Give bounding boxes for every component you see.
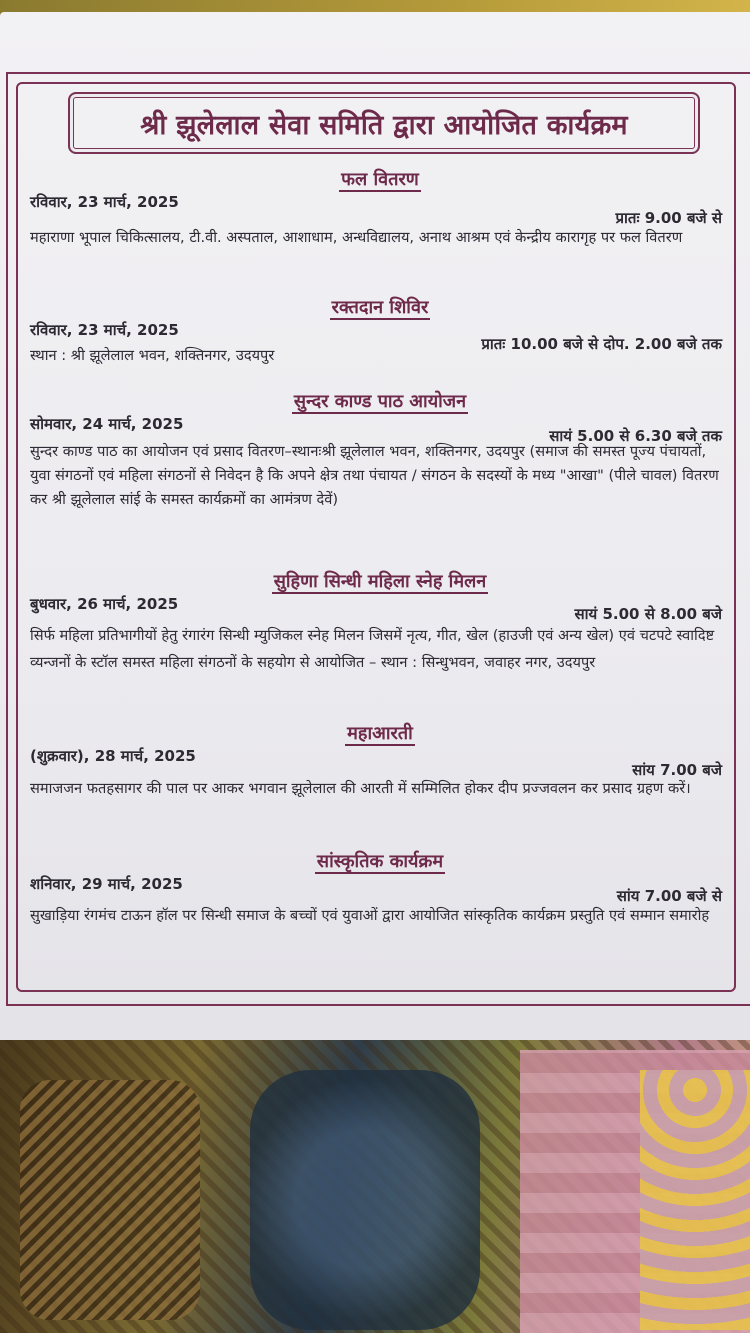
- event-description: समाजजन फतहसागर की पाल पर आकर भगवान झूलेलाल की आरती में सम्मिलित होकर दीप प्रज्जवलन कर प्रसाद ग्रहण करें।: [30, 780, 691, 797]
- event-date-time-row: [30, 874, 730, 905]
- event-sundar-kand-path: [30, 390, 730, 512]
- event-date-time-row: [30, 594, 730, 623]
- event-date: रविवार, 23 मार्च, 2025: [30, 321, 179, 339]
- event-time: सायं 5.00 से 8.00 बजे: [574, 605, 722, 623]
- event-description: स्थान : श्री झूलेलाल भवन, शक्तिनगर, उदयपुर: [30, 347, 275, 364]
- event-heading: फल वितरण: [341, 169, 419, 190]
- page-title: श्री झूलेलाल सेवा समिति द्वारा आयोजित कार्यक्रम: [140, 109, 628, 141]
- event-description: सुन्दर काण्ड पाठ का आयोजन एवं प्रसाद वितरण–स्थानःश्री झूलेलाल भवन, शक्तिनगर, उदयपुर (समाज की समस्त पूज्य पंचायतों, युवा संगठनों एवं महिला संगठनों से निवेदन है कि अपने क्षेत्र तथा पंचायत / संगठन के सदस्यों के मध्य "आखा" (पीले चावल) वितरण कर श्री झूलेलाल सांई के समस्त कार्यक्रमों का आमंत्रण देवें): [30, 443, 719, 508]
- event-time: सांय 7.00 बजे: [632, 761, 722, 779]
- event-heading: रक्तदान शिविर: [331, 297, 429, 318]
- event-heading: महाआरती: [347, 723, 413, 744]
- event-description: सुखाड़िया रंगमंच टाऊन हॉल पर सिन्धी समाज के बच्चों एवं युवाओं द्वारा आयोजित सांस्कृतिक कार्यक्रम प्रस्तुति एवं सम्मान समारोह: [30, 907, 710, 924]
- event-description: महाराणा भूपाल चिकित्सालय, टी.वी. अस्पताल, आशाधाम, अन्धविद्यालय, अनाथ आश्रम एवं केन्द्रीय कारागृह पर फल वितरण: [30, 229, 683, 246]
- background-fabric: [0, 1040, 750, 1333]
- event-time: प्रातः 9.00 बजे से: [615, 209, 722, 227]
- event-date-time-row: [30, 746, 730, 779]
- event-maha-aarti: [30, 722, 730, 804]
- event-date: बुधवार, 26 मार्च, 2025: [30, 595, 179, 613]
- event-heading: सुहिणा सिन्धी महिला स्नेह मिलन: [273, 571, 487, 592]
- event-date: सोमवार, 24 मार्च, 2025: [30, 415, 184, 433]
- event-time: सांय 7.00 बजे से: [616, 887, 722, 905]
- event-description: सिर्फ महिला प्रतिभागीयों हेतु रंगारंग सिन्धी म्युजिकल स्नेह मिलन जिसमें नृत्य, गीत, खेल (हाउजी एवं अन्य खेल) एवं चटपटे स्वादिष्ट व्यन्जनों के स्टॉल समस्त महिला संगठनों के सहयोग से आयोजित – स्थान : सिन्धुभवन, जवाहर नगर, उदयपुर: [30, 627, 715, 671]
- event-mahila-sneh-milan: [30, 570, 730, 676]
- event-date-time-row: [30, 192, 730, 227]
- event-date: शनिवार, 29 मार्च, 2025: [30, 875, 183, 893]
- event-time: सायं 5.00 से 6.30 बजे तक: [549, 427, 722, 445]
- event-date: (शुक्रवार), 28 मार्च, 2025: [30, 747, 196, 765]
- event-blood-donation-camp: [30, 296, 730, 368]
- event-heading: सांस्कृतिक कार्यक्रम: [316, 851, 444, 872]
- title-box: [68, 92, 700, 154]
- event-time: प्रातः 10.00 बजे से दोप. 2.00 बजे तक: [481, 335, 722, 353]
- event-date: रविवार, 23 मार्च, 2025: [30, 193, 179, 211]
- event-date-time-row: [30, 414, 730, 445]
- event-cultural-program: [30, 850, 730, 929]
- event-fruit-distribution: [30, 168, 730, 250]
- event-heading: सुन्दर काण्ड पाठ आयोजन: [293, 391, 467, 412]
- event-date-time-row: [30, 320, 730, 353]
